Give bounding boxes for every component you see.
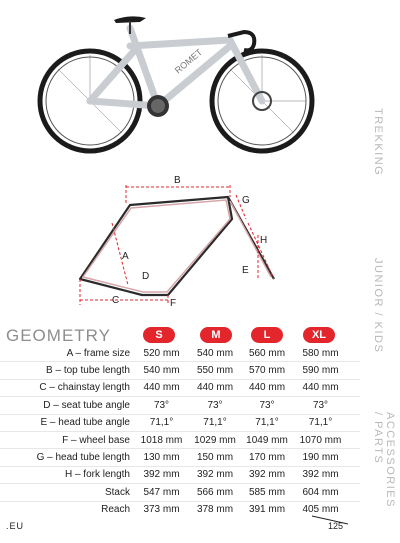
- table-row: [0, 397, 360, 414]
- row-label: Reach: [101, 504, 130, 516]
- cell-l: 71,1°: [255, 417, 279, 429]
- diagram-label-b: B: [174, 175, 181, 186]
- row-label: C – chainstay length: [39, 382, 130, 394]
- page-number: 125: [328, 521, 344, 531]
- cell-m: 392 mm: [196, 469, 234, 481]
- cell-l: 73°: [259, 399, 275, 411]
- cell-s: 71,1°: [149, 417, 174, 429]
- cell-s: 547 mm: [143, 486, 180, 498]
- size-badge-m: M: [200, 327, 232, 343]
- cell-s: 73°: [153, 399, 170, 411]
- size-badge-s: S: [143, 327, 175, 343]
- table-row: [0, 484, 360, 501]
- cell-xl: 73°: [312, 399, 329, 411]
- table-row: [0, 467, 360, 484]
- cell-l: 1049 mm: [246, 434, 288, 446]
- row-label: Stack: [104, 486, 130, 498]
- cell-l: 440 mm: [248, 382, 286, 394]
- diagram-label-d: D: [142, 271, 150, 282]
- diagram-label-g: G: [242, 195, 250, 206]
- cell-m: 566 mm: [196, 486, 234, 498]
- cell-xl: 604 mm: [302, 486, 339, 498]
- row-label: E – head tube angle: [40, 417, 130, 429]
- side-tab-trekking: TREKKING: [372, 108, 384, 177]
- cell-xl: 190 mm: [302, 452, 339, 464]
- cell-s: 130 mm: [143, 452, 180, 464]
- cell-m: 540 mm: [196, 347, 234, 359]
- cell-s: 520 mm: [143, 347, 180, 359]
- frame-brand-text: ROMET: [172, 46, 205, 76]
- side-tab-accessories-parts: [372, 412, 396, 508]
- cell-xl: 1070 mm: [299, 434, 342, 446]
- cell-xl: 590 mm: [302, 365, 339, 377]
- cell-l: 170 mm: [248, 452, 286, 464]
- table-row: [0, 432, 360, 449]
- cell-s: 1018 mm: [140, 434, 183, 446]
- cell-l: 392 mm: [248, 469, 286, 481]
- cell-l: 391 mm: [248, 504, 286, 516]
- footer-domain: .EU: [6, 521, 25, 531]
- side-tab-accessories-line1: ACCESSORIES: [384, 412, 396, 508]
- diagram-label-f: F: [170, 298, 177, 309]
- cell-s: 440 mm: [143, 382, 180, 394]
- cell-m: 440 mm: [196, 382, 234, 394]
- table-row: [0, 415, 360, 432]
- cell-m: 71,1°: [203, 417, 227, 429]
- cell-m: 150 mm: [196, 452, 234, 464]
- cell-xl: 580 mm: [302, 347, 339, 359]
- geometry-title: GEOMETRY: [6, 326, 111, 345]
- size-badge-l: L: [251, 327, 283, 343]
- cell-m: 73°: [207, 399, 223, 411]
- cell-s: 540 mm: [143, 365, 180, 377]
- table-row: [0, 380, 360, 397]
- row-label: A – frame size: [66, 347, 130, 359]
- cell-xl: 440 mm: [302, 382, 339, 394]
- cell-m: 550 mm: [196, 365, 234, 377]
- diagram-label-a: A: [122, 251, 129, 262]
- row-label: H – fork length: [64, 469, 130, 481]
- cell-s: 373 mm: [143, 504, 180, 516]
- cell-xl: 392 mm: [302, 469, 339, 481]
- table-row: [0, 362, 360, 379]
- cell-m: 378 mm: [196, 504, 234, 516]
- cell-l: 585 mm: [248, 486, 286, 498]
- size-badge-xl: XL: [303, 327, 335, 343]
- diagram-label-e: E: [242, 265, 249, 276]
- geometry-diagram: [60, 165, 310, 315]
- row-label: D – seat tube angle: [43, 399, 130, 411]
- cell-xl: 405 mm: [302, 504, 339, 516]
- table-row: [0, 449, 360, 466]
- cell-l: 570 mm: [248, 365, 286, 377]
- cell-m: 1029 mm: [194, 434, 236, 446]
- row-label: F – wheel base: [62, 434, 130, 446]
- table-row: [0, 345, 360, 362]
- row-label: G – head tube length: [36, 452, 130, 464]
- table-row: [0, 502, 360, 518]
- cell-s: 392 mm: [143, 469, 180, 481]
- bicycle-photo: [30, 6, 330, 156]
- side-tab-accessories-line2: / PARTS: [372, 412, 384, 465]
- diagram-label-c: C: [112, 295, 120, 306]
- geometry-table: [0, 345, 360, 518]
- diagram-label-h: H: [260, 235, 268, 246]
- cell-xl: 71,1°: [308, 417, 333, 429]
- row-label: B – top tube length: [46, 365, 130, 377]
- side-tab-junior-kids: JUNIOR / KIDS: [372, 258, 384, 354]
- cell-l: 560 mm: [248, 347, 286, 359]
